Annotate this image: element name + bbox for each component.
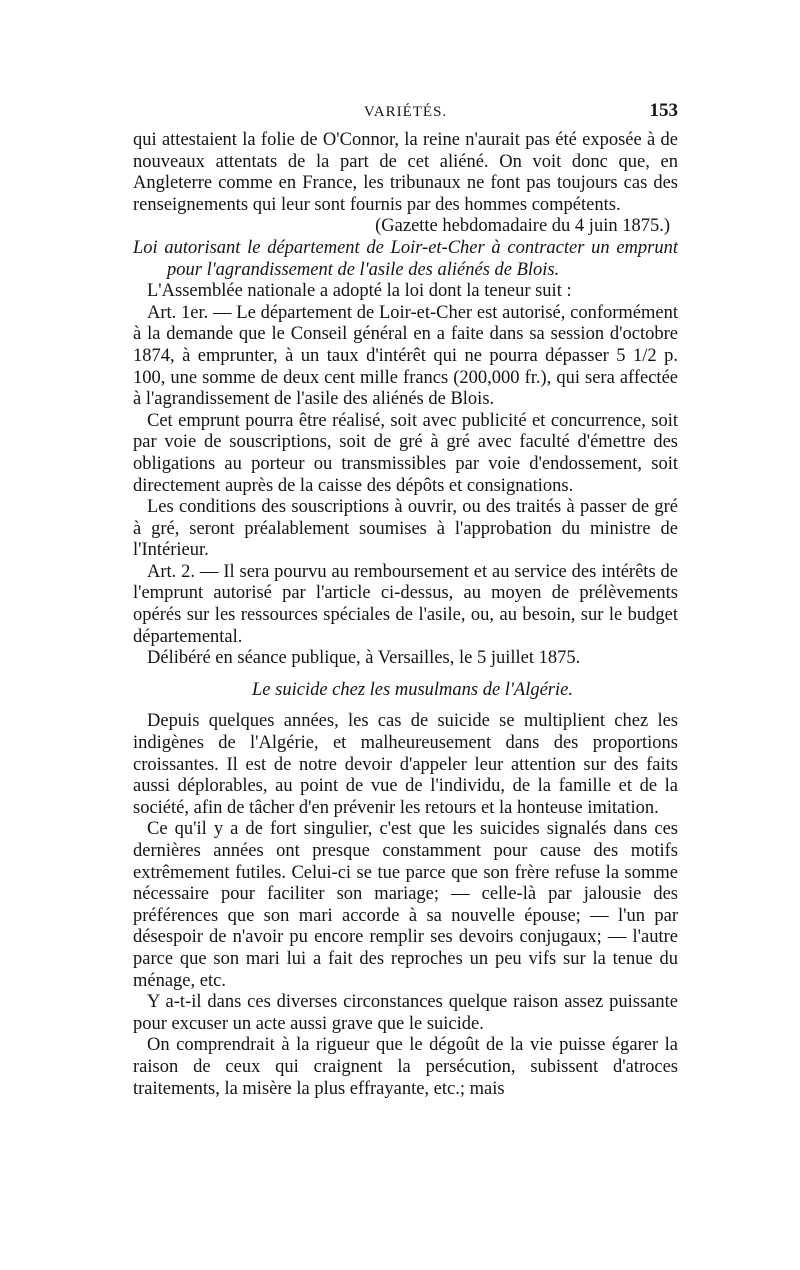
paragraph: Les conditions des souscriptions à ouvrir, ou des traités à passer de gré à gré, seront préalablement soumises à l'approbation du ministre de l'Intérieur. [133, 497, 678, 561]
paragraph-article-2: Art. 2. — Il sera pourvu au remboursement et au service des intérêts de l'emprunt autorisé par l'article ci-dessus, au moyen de prélèvements opérés sur les ressources spéciales de l'asile, ou, au besoin, sur le budget départemental. [133, 561, 678, 647]
paragraph: L'Assemblée nationale a adopté la loi dont la teneur suit : [147, 281, 572, 302]
paragraph-signature: Délibéré en séance publique, à Versailles, le 5 juillet 1875. [147, 648, 581, 669]
paragraph: Depuis quelques années, les cas de suicide se multiplient chez les indigènes de l'Algérie, et malheureusement dans des proportions croissantes. Il est de notre devoir d'appeler leur attention sur des faits aussi déplorables, au point de vue de l'individu, de la famille et de la société, afin de tâcher d'en prévenir les retours et la honteuse imitation. [133, 711, 678, 818]
paragraph: Cet emprunt pourra être réalisé, soit avec publicité et concurrence, soit par voie de souscriptions, soit de gré à gré avec faculté d'émettre des obligations au porteur ou transmissibles par voie d'endossement, soit directement auprès de la caisse des dépôts et consignations. [133, 410, 678, 496]
section-title-suicide: Le suicide chez les musulmans de l'Algérie. [252, 679, 573, 700]
section-title-law: Loi autorisant le département de Loir-et-Cher à contracter un emprunt pour l'agrandissement de l'asile des aliénés de Blois. [133, 237, 678, 280]
paragraph: Ce qu'il y a de fort singulier, c'est que les suicides signalés dans ces dernières années ont presque constamment pour cause des motifs extrêmement futiles. Celui-ci se tue parce que son frère refuse la somme nécessaire pour faciliter son mariage; — celle-là par jalousie des préférences que son mari accorde à sa nouvelle épouse; — l'un par désespoir de n'avoir pu encore remplir ses devoirs conjugaux; — l'autre parce que son mari lui a fait des reproches un peu vifs sur la tenue du ménage, etc. [133, 819, 678, 991]
paragraph: Y a-t-il dans ces diverses circonstances quelque raison assez puissante pour excuser un acte aussi grave que le suicide. [133, 992, 678, 1034]
running-head: VARIÉTÉS. [363, 104, 448, 120]
paragraph-continuation: qui attestaient la folie de O'Connor, la reine n'aurait pas été exposée à de nouveaux attentats de la part de cet aliéné. On voit donc que, en Angleterre comme en France, les tribunaux ne font pas toujours cas des renseignements qui leur sont fournis par des hommes compétents. [133, 130, 678, 215]
page-number: 153 [649, 100, 678, 121]
page-header [133, 100, 678, 130]
paragraph-article-1: Art. 1er. — Le département de Loir-et-Cher est autorisé, conformément à la demande que le Conseil général en a faite dans sa session d'octobre 1874, à emprunter, à un taux d'intérêt qui ne pourra dépasser 5 1/2 p. 100, une somme de deux cent mille francs (200,000 fr.), qui sera affectée à l'agrandissement de l'asile des aliénés de Blois. [133, 302, 678, 410]
body-text [133, 130, 678, 1100]
citation: (Gazette hebdomadaire du 4 juin 1875.) [375, 216, 670, 237]
paragraph: On comprendrait à la rigueur que le dégoût de la vie puisse égarer la raison de ceux qui craignent la persécution, subissent d'atroces traitements, la misère la plus effrayante, etc.; mais [133, 1035, 678, 1099]
